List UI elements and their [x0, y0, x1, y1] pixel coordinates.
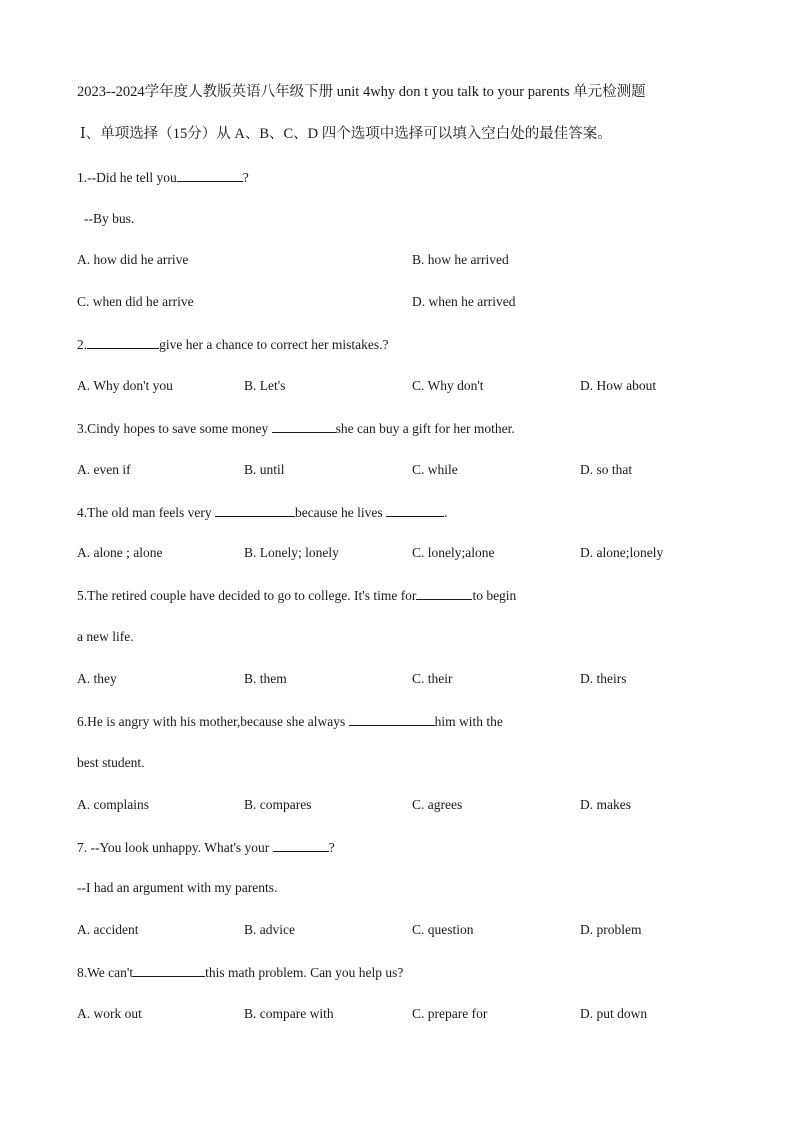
question-2-option-a: A. Why don't you: [77, 378, 173, 393]
question-6-stem-continued: best student.: [77, 755, 145, 770]
answer-blank: [272, 419, 336, 433]
question-8-option-d: D. put down: [580, 1006, 648, 1021]
question-5-stem: [77, 586, 516, 605]
question-3-stem: [77, 419, 515, 438]
question-6-stem: [77, 712, 503, 731]
question-1-option-c: C. when did he arrive: [77, 294, 194, 309]
question-text: 7. --You look unhappy. What's your: [77, 840, 273, 855]
answer-blank: [215, 503, 295, 517]
question-text: ?: [328, 840, 335, 855]
question-7-option-d: D. problem: [580, 922, 642, 937]
question-text: ?: [242, 170, 249, 185]
question-3-option-c: C. while: [412, 462, 458, 477]
question-1-stem: [77, 168, 249, 187]
answer-blank: [177, 168, 243, 182]
answer-blank: [386, 503, 444, 517]
question-5-option-a: A. they: [77, 671, 117, 686]
question-7-option-a: A. accident: [77, 922, 139, 937]
question-5-option-d: D. theirs: [580, 671, 627, 686]
question-7-option-b: B. advice: [244, 922, 295, 937]
question-3-option-d: D. so that: [580, 462, 633, 477]
question-4-option-a: A. alone ; alone: [77, 545, 163, 560]
document-title: 2023--2024学年度人教版英语八年级下册 unit 4why don t you talk to your parents 单元检测题: [77, 84, 646, 100]
question-1-option-d: D. when he arrived: [412, 294, 516, 309]
question-text: she can buy a gift for her mother.: [335, 421, 515, 436]
question-text: .: [444, 505, 448, 520]
question-text: because he lives: [294, 505, 387, 520]
question-7-option-c: C. question: [412, 922, 474, 937]
question-5-stem-continued: a new life.: [77, 629, 134, 644]
question-text: 3.Cindy hopes to save some money: [77, 421, 272, 436]
question-2-option-d: D. How about: [580, 378, 657, 393]
question-text: 2.: [77, 337, 88, 352]
question-text: to begin: [472, 588, 517, 603]
question-2-option-c: C. Why don't: [412, 378, 484, 393]
question-3-option-a: A. even if: [77, 462, 131, 477]
question-6-option-c: C. agrees: [412, 797, 463, 812]
question-2-stem: [77, 335, 389, 354]
question-text: 8.We can't: [77, 965, 134, 980]
question-6-option-b: B. compares: [244, 797, 312, 812]
question-7-reply: --I had an argument with my parents.: [77, 880, 278, 895]
answer-blank: [349, 712, 435, 726]
question-8-option-b: B. compare with: [244, 1006, 334, 1021]
question-text: 5.The retired couple have decided to go to college. It's time for: [77, 588, 417, 603]
question-1-reply: --By bus.: [84, 211, 135, 226]
question-1-option-b: B. how he arrived: [412, 252, 509, 267]
question-6-option-a: A. complains: [77, 797, 149, 812]
question-1-option-a: A. how did he arrive: [77, 252, 189, 267]
question-4-option-b: B. Lonely; lonely: [244, 545, 339, 560]
question-text: give her a chance to correct her mistakes.?: [159, 337, 389, 352]
question-text: 4.The old man feels very: [77, 505, 215, 520]
question-text: 1.--Did he tell you: [77, 170, 177, 185]
question-4-stem: [77, 503, 447, 522]
question-3-option-b: B. until: [244, 462, 285, 477]
section-heading: Ⅰ、单项选择（15分）从 A、B、C、D 四个选项中选择可以填入空白处的最佳答案。: [80, 126, 612, 142]
question-2-option-b: B. Let's: [244, 378, 286, 393]
question-5-option-b: B. them: [244, 671, 287, 686]
question-8-option-c: C. prepare for: [412, 1006, 488, 1021]
question-text: 6.He is angry with his mother,because she always: [77, 714, 349, 729]
question-5-option-c: C. their: [412, 671, 453, 686]
question-8-option-a: A. work out: [77, 1006, 142, 1021]
question-6-option-d: D. makes: [580, 797, 631, 812]
answer-blank: [87, 335, 159, 349]
question-8-stem: [77, 963, 403, 982]
question-text: him with the: [434, 714, 503, 729]
question-text: this math problem. Can you help us?: [205, 965, 404, 980]
answer-blank: [273, 838, 329, 852]
question-4-option-c: C. lonely;alone: [412, 545, 495, 560]
answer-blank: [416, 586, 472, 600]
question-4-option-d: D. alone;lonely: [580, 545, 664, 560]
question-7-stem: [77, 838, 335, 857]
answer-blank: [133, 963, 205, 977]
